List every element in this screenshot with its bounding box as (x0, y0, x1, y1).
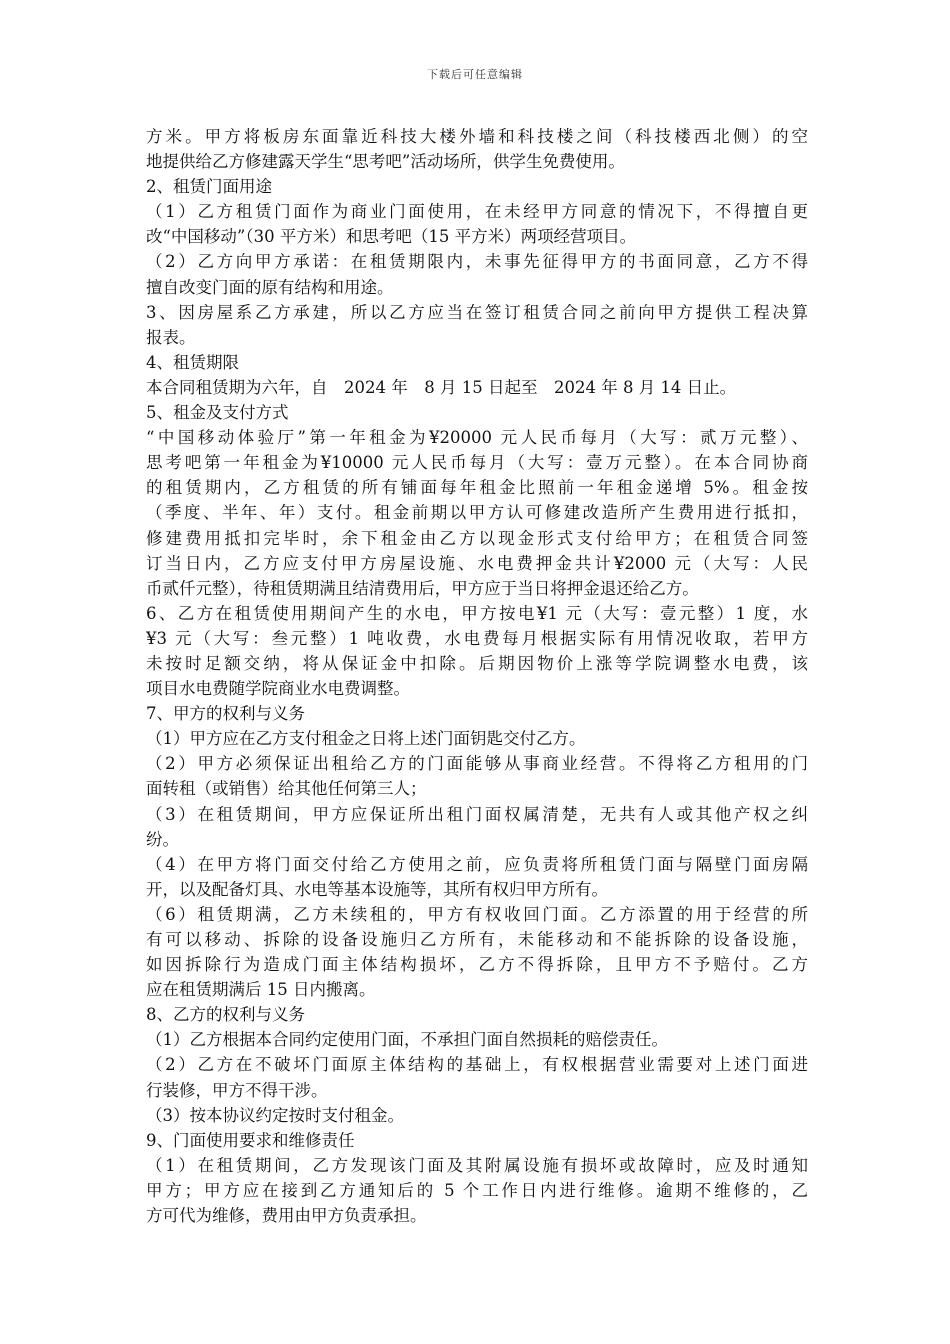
body-line: （2）乙方向甲方承诺：在租赁期限内，未事先征得甲方的书面同意，乙方不得 (146, 252, 808, 272)
body-line: 擅自改变门面的原有结构和用途。 (146, 277, 394, 297)
body-line: 报表。 (146, 327, 196, 347)
body-line: 8、乙方的权利与义务 (146, 1005, 305, 1025)
body-line: 甲方；甲方应在接到乙方通知后的 5 个工作日内进行维修。逾期不维修的，乙 (146, 1180, 808, 1200)
body-line: 有可以移动、拆除的设备设施归乙方所有，未能移动和不能拆除的设备设施， (146, 930, 808, 949)
body-line: 方可代为维修，费用由甲方负责承担。 (146, 1206, 427, 1226)
body-line: 修建费用抵扣完毕时，余下租金由乙方以现金形式支付给甲方；在租赁合同签 (146, 528, 808, 548)
body-line: 9、门面使用要求和维修责任 (146, 1130, 355, 1150)
body-line: （2）甲方必须保证出租给乙方的门面能够从事商业经营。不得将乙方租用的门 (146, 754, 808, 774)
body-line: 3、因房屋系乙方承建，所以乙方应当在签订租赁合同之前向甲方提供工程决算 (146, 302, 808, 322)
document-body (146, 124, 808, 1228)
body-line: （1）在租赁期间，乙方发现该门面及其附属设施有损坏或故障时，应及时通知 (146, 1155, 808, 1175)
body-line: 改“中国移动”（30 平方米）和思考吧（15 平方米）两项经营项目。 (146, 227, 637, 247)
body-line: 面转租（或销售）给其他任何第三人； (146, 779, 427, 799)
body-line: 7、甲方的权利与义务 (146, 704, 305, 724)
body-line: “中国移动体验厅”第一年租金为¥20000 元人民币每月（大写：贰万元整）、 (146, 428, 808, 448)
body-line: 项目水电费随学院商业水电费调整。 (146, 679, 410, 699)
body-line: 思考吧第一年租金为¥10000 元人民币每月（大写：壹万元整）。在本合同协商 (146, 453, 808, 473)
body-line: 5、租金及支付方式 (146, 403, 289, 423)
body-line: （1）乙方根据本合同约定使用门面，不承担门面自然损耗的赔偿责任。 (146, 1030, 668, 1050)
body-line: 的租赁期内，乙方租赁的所有铺面每年租金比照前一年租金递增 5%。租金按 (146, 478, 808, 498)
body-line: 4、租赁期限 (146, 352, 239, 372)
body-line: （4）在甲方将门面交付给乙方使用之前，应负责将所租赁门面与隔壁门面房隔 (146, 854, 808, 874)
page-header-note: 下载后可任意编辑 (427, 68, 523, 81)
body-line: （3）按本协议约定按时支付租金。 (146, 1105, 404, 1125)
body-line: 方米。甲方将板房东面靠近科技大楼外墙和科技楼之间（科技楼西北侧）的空 (146, 127, 808, 146)
body-line: 纷。 (146, 829, 179, 849)
body-line: 地提供给乙方修建露天学生“思考吧”活动场所，供学生免费使用。 (146, 152, 625, 172)
body-line: （1）乙方租赁门面作为商业门面使用，在未经甲方同意的情况下，不得擅自更 (146, 202, 808, 222)
body-line: 未按时足额交纳，将从保证金中扣除。后期因物价上涨等学院调整水电费，该 (146, 653, 808, 673)
body-line: （3）在租赁期间，甲方应保证所出租门面权属清楚，无共有人或其他产权之纠 (146, 804, 808, 824)
body-line: 本合同租赁期为六年，自 2024 年 8 月 15 日起至 2024 年 8 月 14 日止。 (146, 377, 737, 397)
body-line: （季度、半年、年）支付。租金前期以甲方认可修建改造所产生费用进行抵扣， (146, 503, 808, 523)
body-line: 开，以及配备灯具、水电等基本设施等，其所有权归甲方所有。 (146, 879, 608, 899)
body-line: 如因拆除行为造成门面主体结构损坏，乙方不得拆除，且甲方不予赔付。乙方 (146, 955, 808, 975)
body-line: （2）乙方在不破坏门面原主体结构的基础上，有权根据营业需要对上述门面进 (146, 1055, 808, 1075)
body-line: 6、乙方在租赁使用期间产生的水电，甲方按电¥1 元（大写：壹元整）1 度，水 (146, 603, 808, 623)
body-line: （6）租赁期满，乙方未续租的，甲方有权收回门面。乙方添置的用于经营的所 (146, 904, 808, 924)
body-line: ¥3 元（大写：叁元整）1 吨收费，水电费每月根据实际有用情况收取，若甲方 (146, 628, 808, 648)
body-line: 应在租赁期满后 15 日内搬离。 (146, 980, 376, 1000)
body-line: 币贰仟元整），待租赁期满且结清费用后，甲方应于当日将押金退还给乙方。 (146, 578, 699, 598)
body-line: 2、租赁门面用途 (146, 177, 272, 197)
body-line: （1）甲方应在乙方支付租金之日将上述门面钥匙交付乙方。 (146, 729, 586, 749)
body-line: 订当日内，乙方应支付甲方房屋设施、水电费押金共计¥2000 元（大写：人民 (146, 553, 808, 573)
body-line: 行装修，甲方不得干涉。 (146, 1080, 328, 1100)
